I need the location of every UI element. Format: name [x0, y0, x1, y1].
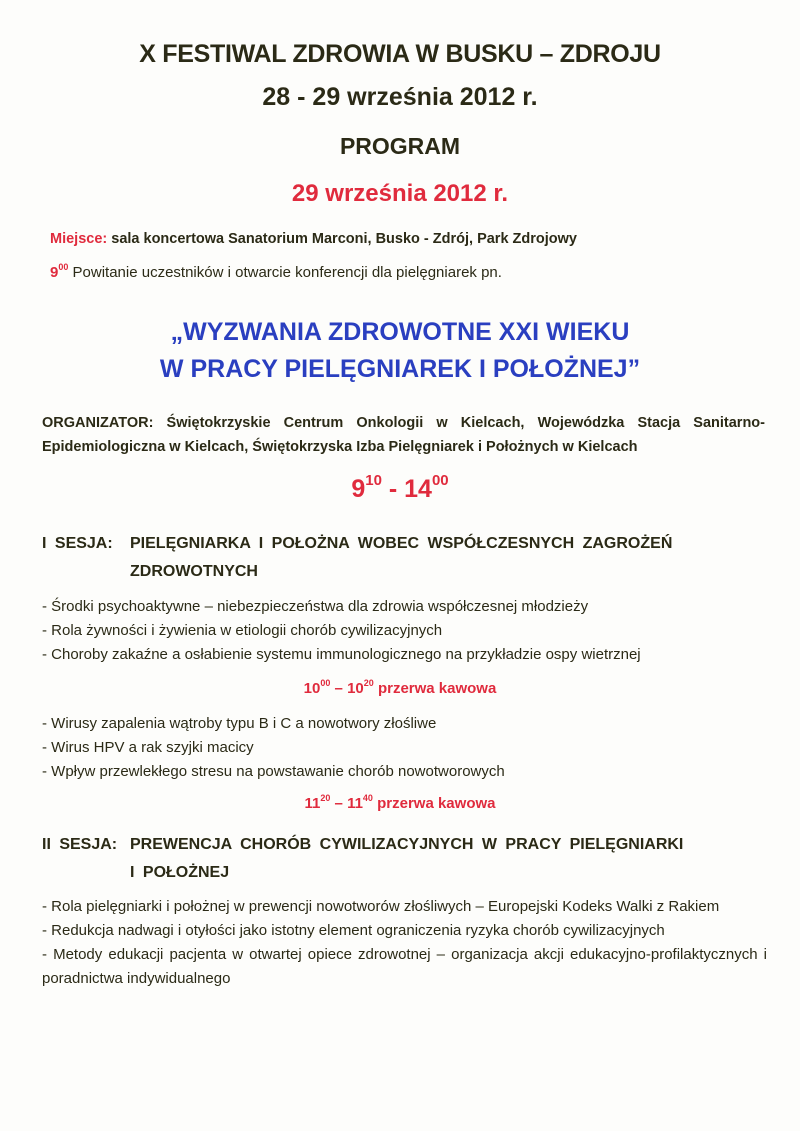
session-1-heading: [42, 530, 742, 586]
topic-item: - Wpływ przewlekłego stresu na powstawanie chorób nowotworowych: [42, 763, 505, 780]
topic-item: - Metody edukacji pacjenta w otwartej opiece zdrowotnej – organizacja akcji edukacyjno-profilaktycznych i poradnictwa indywidualnego: [42, 946, 767, 987]
session-1-label: I SESJA:: [42, 535, 113, 552]
welcome-text: Powitanie uczestników i otwarcie konferencji dla pielęgniarek pn.: [72, 264, 502, 281]
session-2-title-line1: PREWENCJA CHORÓB CYWILIZACYJNYCH W PRACY PIELĘGNIARKI: [130, 836, 684, 853]
session-2-heading: [42, 831, 742, 887]
main-time-range: $9^{10} - 14^{00}$: [351, 472, 449, 503]
festival-dates: 28 - 29 września 2012 r.: [262, 83, 538, 111]
conference-title-line1: „WYZWANIA ZDROWOTNE XXI WIEKU: [170, 318, 630, 346]
topic-item: - Redukcja nadwagi i otyłości jako istotny element ograniczenia ryzyka chorób cywilizacyjnych: [42, 922, 665, 939]
coffee-break-2: $11^{20} - 11^{40}$ przerwa kawowa: [304, 792, 496, 812]
session-1-title-line1: PIELĘGNIARKA I POŁOŻNA WOBEC WSPÓŁCZESNYCH ZAGROŻEŃ: [130, 535, 673, 552]
venue-line: [50, 231, 577, 247]
session-1-title-line2: ZDROWOTNYCH: [130, 563, 258, 580]
venue-label: Miejsce:: [50, 231, 108, 247]
organizer-text: ORGANIZATOR: Świętokrzyskie Centrum Onkologii w Kielcach, Wojewódzka Stacja Sanitarno-Epidemiologiczna w Kielcach, Świętokrzyska Izba Pielęgniarek i Położnych w Kielcach: [42, 415, 765, 455]
conference-title-line2: W PRACY PIELĘGNIAREK I POŁOŻNEJ”: [159, 355, 641, 383]
session-2-title-line2: I POŁOŻNEJ: [130, 864, 230, 881]
festival-title: X FESTIWAL ZDROWIA W BUSKU – ZDROJU: [139, 40, 661, 68]
topic-item: - Choroby zakaźne a osłabienie systemu immunologicznego na przykładzie ospy wietrznej: [42, 646, 641, 663]
welcome-line: [50, 261, 502, 281]
topic-item: - Wirusy zapalenia wątroby typu B i C a nowotwory złośliwe: [42, 715, 437, 732]
session-1-topics-a: [42, 595, 767, 667]
topic-item: - Rola żywności i żywienia w etiologii chorób cywilizacyjnych: [42, 622, 443, 639]
topic-item: - Rola pielęgniarki i położnej w prewencji nowotworów złośliwych – Europejski Kodeks Walki z Rakiem: [42, 898, 720, 915]
topic-item: - Wirus HPV a rak szyjki macicy: [42, 739, 254, 756]
conference-title: [0, 314, 800, 388]
program-day: 29 września 2012 r.: [291, 180, 509, 207]
session-2-topics: [42, 895, 767, 991]
topic-item: - Środki psychoaktywne – niebezpieczeństwa dla zdrowia współczesnej młodzieży: [42, 598, 589, 615]
venue-text: sala koncertowa Sanatorium Marconi, Busko - Zdrój, Park Zdrojowy: [111, 231, 577, 247]
session-2-label: II SESJA:: [42, 836, 118, 853]
program-heading: PROGRAM: [339, 133, 461, 159]
welcome-time: $9^{00}$: [50, 261, 69, 281]
coffee-break-1: $10^{00} - 10^{20}$ przerwa kawowa: [303, 677, 497, 697]
session-1-topics-b: [42, 712, 767, 784]
